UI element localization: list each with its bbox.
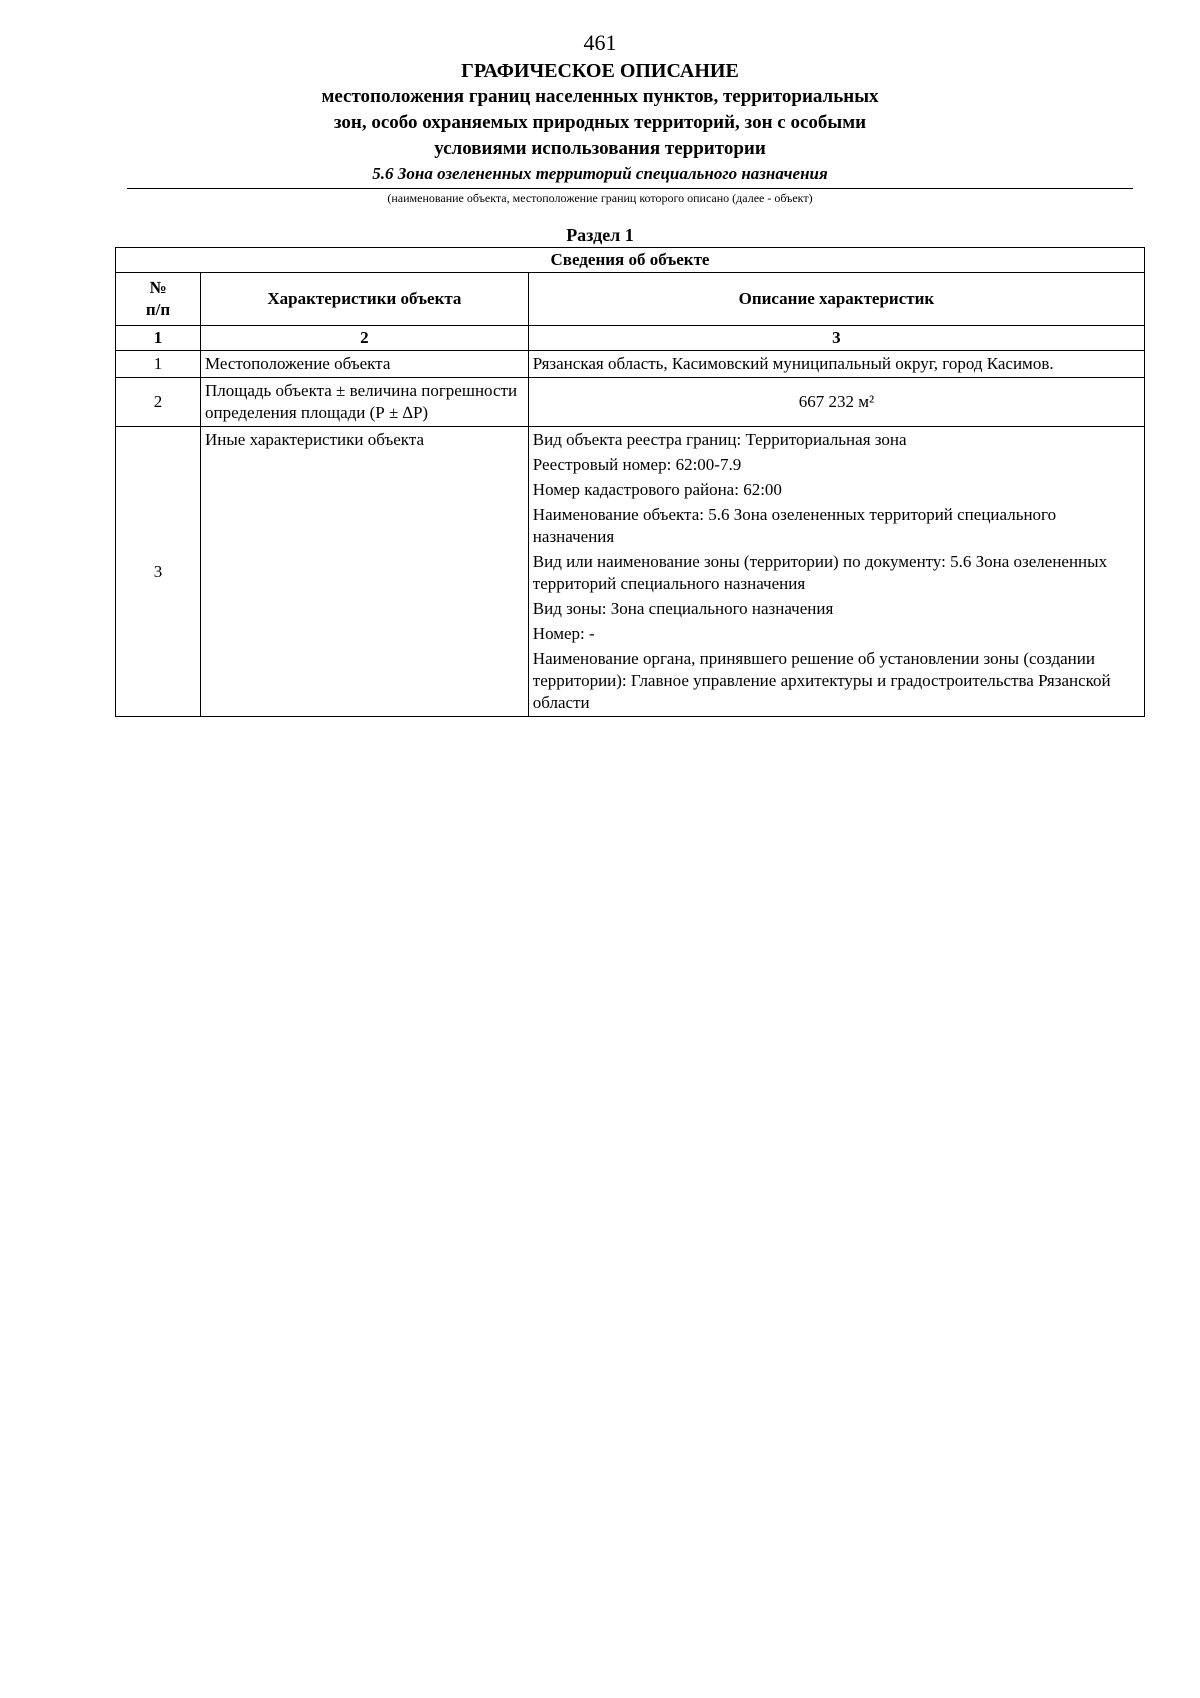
- object-name-underline: [127, 188, 1133, 189]
- description-line: Наименование органа, принявшего решение об установлении зоны (создании территории): Главное управление архитектуры и градостроительства Рязанской области: [532, 649, 1111, 712]
- row-characteristic: Площадь объекта ± величина погрешности определения площади (Р ± ∆Р): [200, 378, 528, 427]
- row-number: 3: [116, 427, 201, 717]
- page-number: 461: [583, 30, 617, 55]
- row-description: [528, 351, 1144, 378]
- section-title: Раздел 1: [566, 225, 634, 245]
- object-name-caption: (наименование объекта, местоположение границ которого описано (далее - объект): [387, 191, 813, 205]
- column-header-number-text: № п/п: [145, 278, 171, 319]
- description-line: Вид зоны: Зона специального назначения: [532, 599, 834, 618]
- row-characteristic: Иные характеристики объекта: [200, 427, 528, 717]
- area-value: 667 232 м²: [798, 392, 875, 411]
- document-subtitle-line-3: условиями использования территории: [434, 138, 766, 159]
- column-number-2: 2: [200, 326, 528, 351]
- row-characteristic: Местоположение объекта: [200, 351, 528, 378]
- column-header-number: [116, 273, 201, 326]
- table-row: [116, 378, 1145, 427]
- table-title: Сведения об объекте: [116, 248, 1145, 273]
- description-line: Реестровый номер: 62:00-7.9: [532, 455, 742, 474]
- table-row: [116, 427, 1145, 717]
- document-subtitle-line-2: зон, особо охраняемых природных территорий, зон с особыми: [333, 112, 867, 133]
- description-line: Наименование объекта: 5.6 Зона озелененных территорий специального назначения: [532, 505, 1057, 546]
- column-number-3: 3: [528, 326, 1144, 351]
- description-line: Вид объекта реестра границ: Территориальная зона: [532, 430, 907, 449]
- title-block: [0, 58, 1200, 186]
- table-title-row: [116, 248, 1145, 273]
- row-number: 1: [116, 351, 201, 378]
- table-row: [116, 351, 1145, 378]
- document-title: ГРАФИЧЕСКОЕ ОПИСАНИЕ: [461, 60, 739, 82]
- column-header-description: Описание характеристик: [528, 273, 1144, 326]
- description-line: Рязанская область, Касимовский муниципальный округ, город Касимов.: [532, 354, 1054, 373]
- table-header-row: [116, 273, 1145, 326]
- row-description: [528, 378, 1144, 427]
- column-number-1: 1: [116, 326, 201, 351]
- description-line: Номер кадастрового района: 62:00: [532, 480, 782, 499]
- description-line: Номер: -: [532, 624, 595, 643]
- document-subtitle-line-1: местоположения границ населенных пунктов, территориальных: [321, 86, 879, 107]
- object-name: 5.6 Зона озелененных территорий специального назначения: [372, 164, 828, 183]
- object-info-table: [115, 247, 1145, 717]
- row-number: 2: [116, 378, 201, 427]
- description-line: Вид или наименование зоны (территории) по документу: 5.6 Зона озелененных территорий специального назначения: [532, 552, 1108, 593]
- column-header-characteristic: Характеристики объекта: [200, 273, 528, 326]
- column-numbers-row: [116, 326, 1145, 351]
- row-description: [528, 427, 1144, 717]
